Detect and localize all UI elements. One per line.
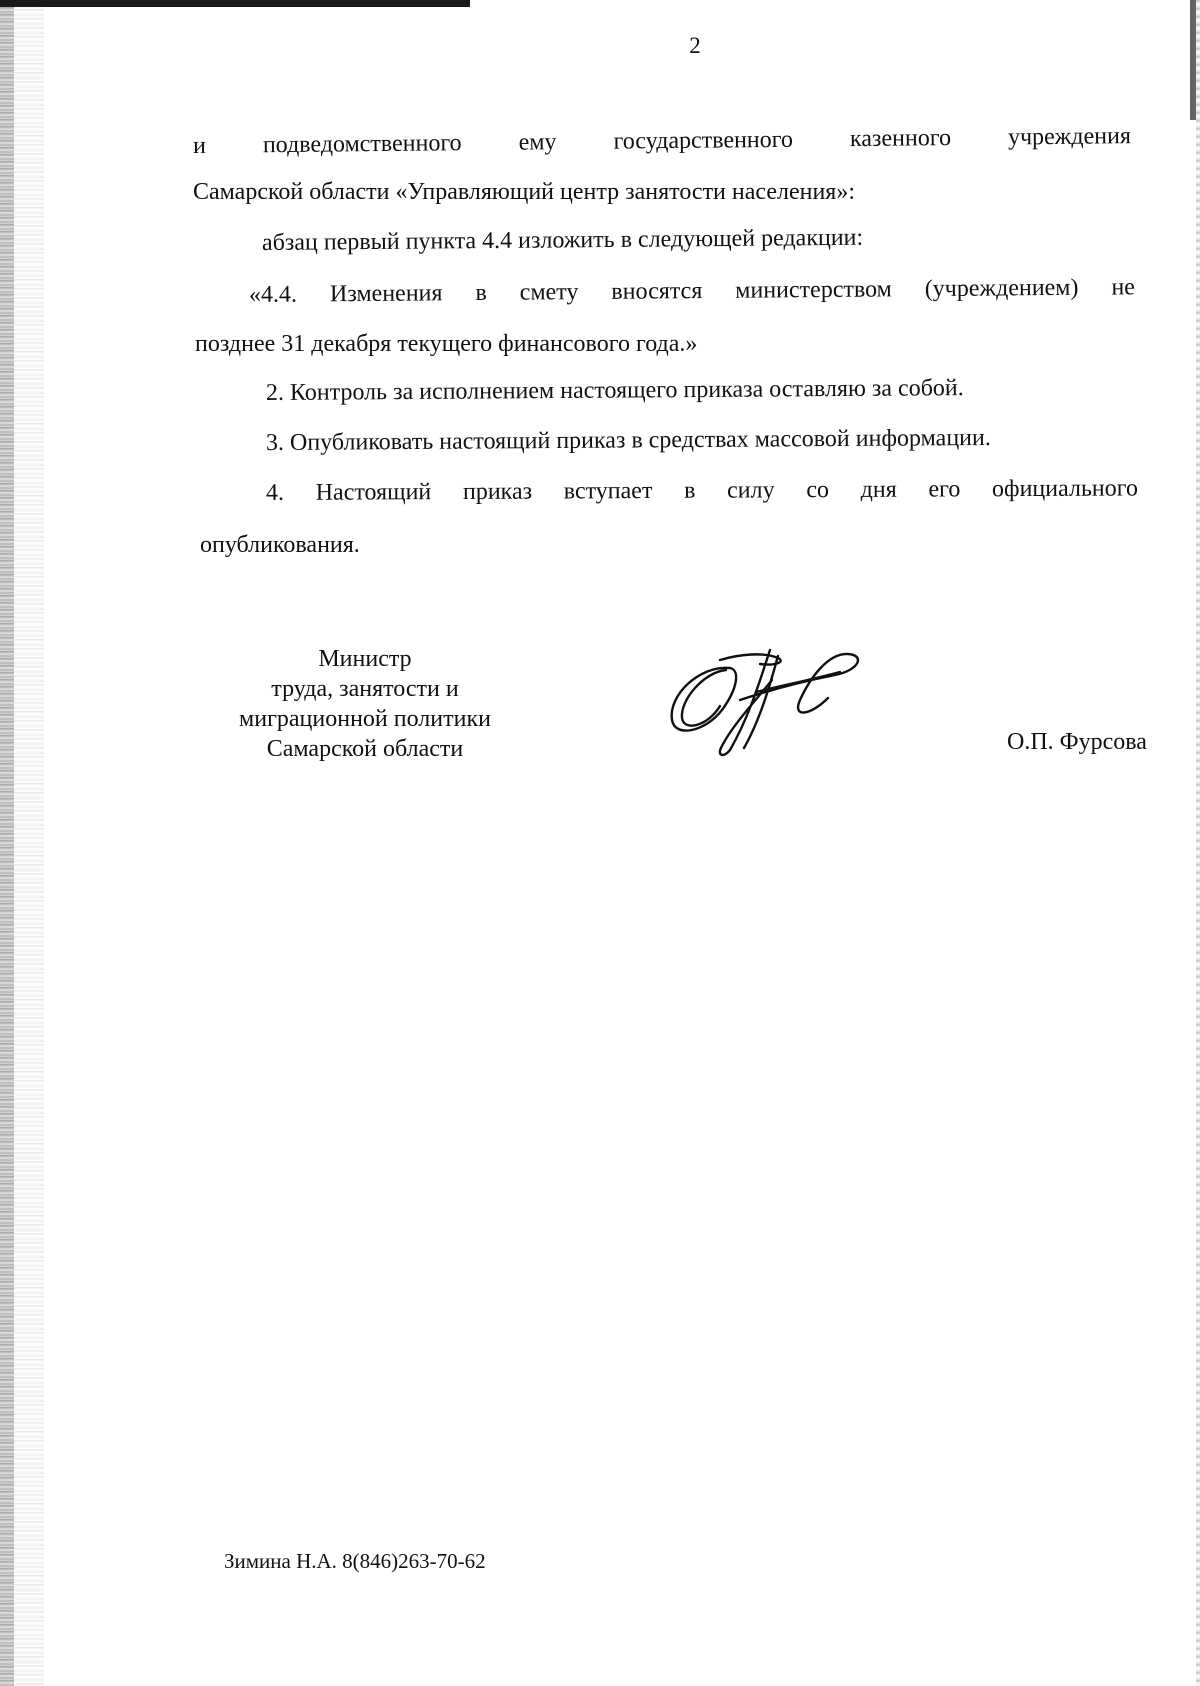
word: и bbox=[192, 132, 206, 159]
position-line: миграционной политики bbox=[239, 706, 491, 732]
word: приказ bbox=[462, 478, 533, 505]
body-line-8 bbox=[266, 473, 1138, 508]
scan-edge-left bbox=[0, 0, 14, 1686]
word: ему bbox=[518, 129, 557, 156]
page-number: 2 bbox=[689, 33, 701, 58]
position-line: Министр bbox=[318, 646, 412, 672]
word: со bbox=[806, 477, 830, 504]
word: вносятся bbox=[611, 278, 703, 305]
word: смету bbox=[519, 279, 579, 306]
signatory-position bbox=[200, 644, 530, 764]
scan-edge-right bbox=[1196, 0, 1200, 1686]
body-line-5: позднее 31 декабря текущего финансового года.» bbox=[195, 331, 698, 357]
word: в bbox=[475, 279, 487, 307]
scan-mark-right bbox=[1190, 0, 1196, 120]
word: в bbox=[684, 477, 696, 504]
scan-shadow-left bbox=[14, 0, 44, 1686]
body-line-9: опубликования. bbox=[200, 532, 360, 558]
body-line-7: 3. Опубликовать настоящий приказ в средствах массовой информации. bbox=[265, 424, 991, 456]
word: не bbox=[1111, 274, 1136, 301]
executor-contact: Зимина Н.А. 8(846)263-70-62 bbox=[224, 1549, 486, 1573]
word: вступает bbox=[563, 477, 653, 505]
word: силу bbox=[727, 477, 775, 504]
word: Изменения bbox=[329, 280, 443, 308]
word: подведомственного bbox=[262, 130, 462, 159]
body-line-2: Самарской области «Управляющий центр занятости населения»: bbox=[193, 179, 856, 205]
scan-edge-top bbox=[0, 0, 470, 7]
body-line-4 bbox=[249, 272, 1135, 310]
word: 4. bbox=[265, 479, 285, 506]
word: учреждения bbox=[1007, 123, 1132, 151]
word: Настоящий bbox=[315, 479, 432, 506]
word: «4.4. bbox=[248, 281, 298, 308]
word: министерством bbox=[735, 276, 892, 304]
word: официального bbox=[991, 475, 1139, 503]
body-line-6: 2. Контроль за исполнением настоящего приказа оставляю за собой. bbox=[265, 375, 964, 406]
position-line: Самарской области bbox=[266, 736, 464, 762]
word: (учреждением) bbox=[924, 274, 1079, 303]
position-line: труда, занятости и bbox=[271, 676, 459, 702]
word: государственного bbox=[613, 126, 794, 155]
body-line-1 bbox=[193, 121, 1131, 161]
handwritten-signature bbox=[660, 640, 870, 760]
word: его bbox=[928, 476, 961, 503]
body-line-3: абзац первый пункта 4.4 изложить в следующей редакции: bbox=[261, 224, 864, 256]
signer-name: О.П. Фурсова bbox=[1007, 729, 1147, 755]
word: дня bbox=[860, 476, 897, 503]
word: казенного bbox=[849, 125, 952, 153]
